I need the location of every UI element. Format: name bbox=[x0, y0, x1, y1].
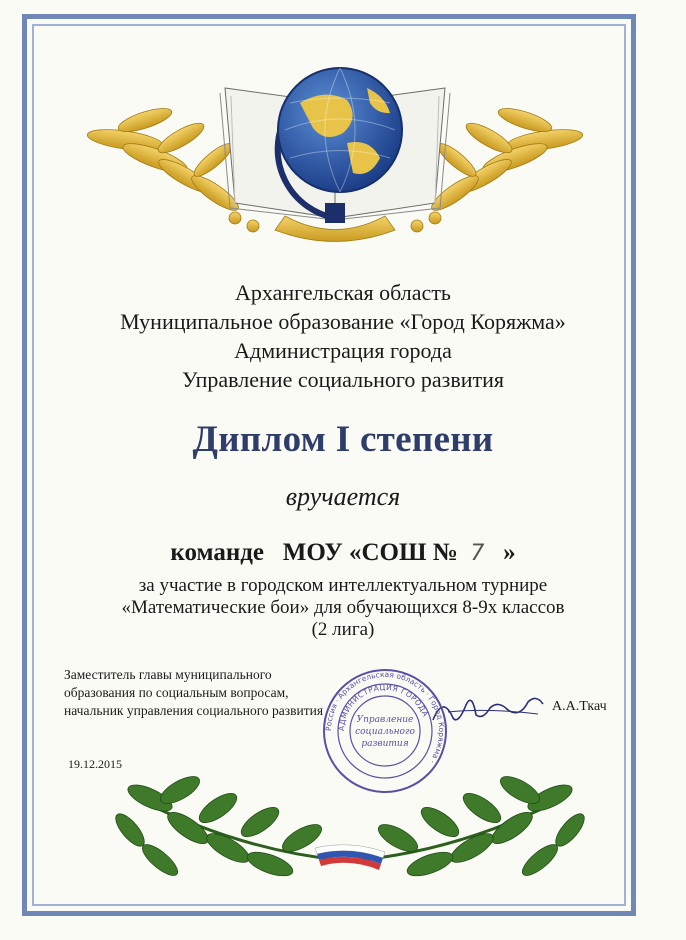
globe-book-emblem bbox=[85, 48, 585, 248]
recipient-prefix: команде МОУ «СОШ № bbox=[170, 539, 471, 566]
presented-to: вручается bbox=[285, 482, 401, 511]
signer-position-line: начальник управления социального развития bbox=[64, 703, 324, 718]
signer-name: А.А.Ткач bbox=[552, 699, 607, 714]
globe-icon bbox=[278, 68, 402, 192]
stamp-ring-text: АДМИНИСТРАЦИЯ ГОРОДА bbox=[336, 682, 431, 732]
stamp-center-line-1: Управление bbox=[356, 715, 414, 725]
department-line: Управление социального развития bbox=[182, 367, 504, 392]
recipient bbox=[60, 539, 626, 567]
tricolor-ribbon bbox=[315, 845, 385, 870]
municipality-line: Муниципальное образование «Город Коряжма» bbox=[120, 309, 566, 334]
issuer-header bbox=[60, 278, 626, 394]
green-laurel-branches bbox=[110, 760, 590, 890]
reason-line-1: за участие в городском интеллектуальном турнире bbox=[138, 575, 548, 596]
laurel-green-right bbox=[360, 771, 589, 880]
administration-line: Администрация города bbox=[234, 338, 452, 363]
stamp-outer-text: Россия · Архангельская область · Город Коряжма · bbox=[323, 669, 447, 766]
diploma-title: Диплом I степени bbox=[192, 419, 494, 460]
signer-position-line: образования по социальным вопросам, bbox=[64, 685, 289, 700]
signer-position-line: Заместитель главы муниципального bbox=[64, 667, 272, 682]
reason-line-2: «Математические бои» для обучающихся 8-9х классов bbox=[121, 597, 565, 618]
issue-date: 19.12.2015 bbox=[68, 757, 122, 771]
recipient-suffix: » bbox=[484, 539, 516, 566]
region-line: Архангельская область bbox=[235, 280, 451, 305]
stamp-center-line-2: социального bbox=[355, 727, 415, 737]
stamp-center-line-3: развития bbox=[361, 739, 409, 749]
award-reason bbox=[60, 575, 626, 641]
reason-line-3: (2 лига) bbox=[311, 619, 375, 640]
school-number: 7 bbox=[470, 541, 485, 566]
laurel-green-left bbox=[111, 771, 340, 880]
signer-position bbox=[64, 666, 323, 720]
